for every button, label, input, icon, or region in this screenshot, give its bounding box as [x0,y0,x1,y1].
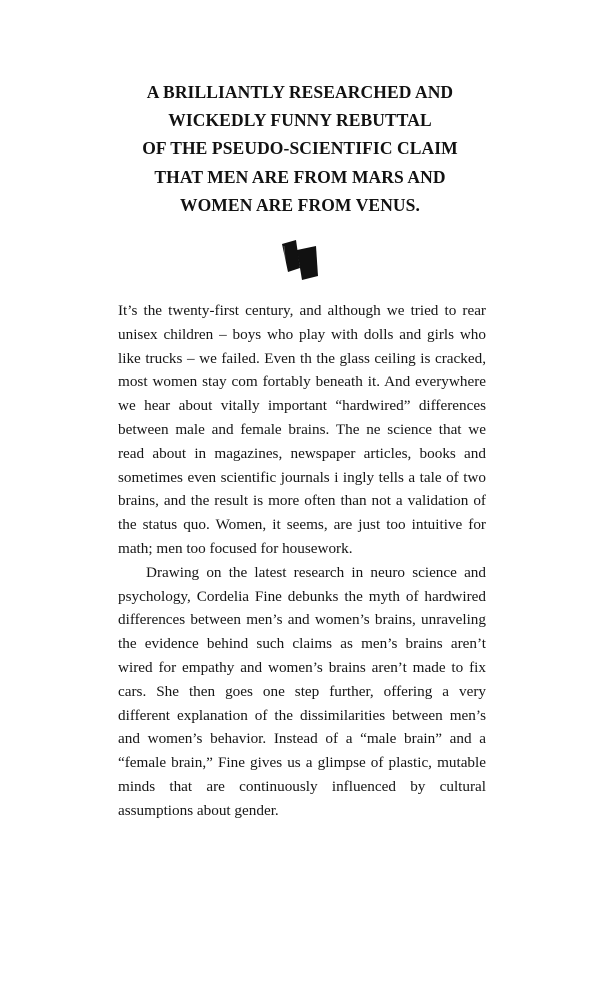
headline-line: A BRILLIANTLY RESEARCHED AND [146,82,454,102]
headline-line: WICKEDLY FUNNY REBUTTAL [168,110,432,131]
paragraph-intro: It’s the twenty-first century, and although we tried to rear unisex children – boys who play with dolls and girls who like trucks – we failed. Even th the glass ceiling is cracked, most women stay com fortably beneath it. And everywhere we hear about vitally important “hardwired” differences between male and female brains. The ne science that we read about in magazines, newspaper articles, books and sometimes even scientific journals i ingly tells a tale of two brains, and the result is more often than not a validation of the status quo. Women, it seems, are just too intuitive for math; men too focused for housework. [118,302,486,557]
synopsis [118,299,486,823]
headline-line: THAT MEN ARE FROM MARS AND [154,166,446,187]
headline-line: OF THE PSEUDO-SCIENTIFIC CLAIM [142,138,458,159]
headline [60,78,540,219]
ink-blot-ornament-icon [280,238,320,282]
headline-line: WOMEN ARE FROM VENUS. [180,194,420,215]
paragraph-details: Drawing on the latest research in neuro science and psychology, Cordelia Fine debunks the myth of hardwired differences between men’s and women’s brains, unraveling the evidence behind such claims as men’s brains aren’t wired for empathy and women’s brains aren’t made to fix cars. She then goes one step further, offering a very different explanation of the dissimilarities between men’s and women’s behavior. Instead of a “male brain” and a “female brain,” Fine gives us a glimpse of plastic, mutable minds that are continuously influenced by cultural assumptions about gender. [118,563,486,819]
